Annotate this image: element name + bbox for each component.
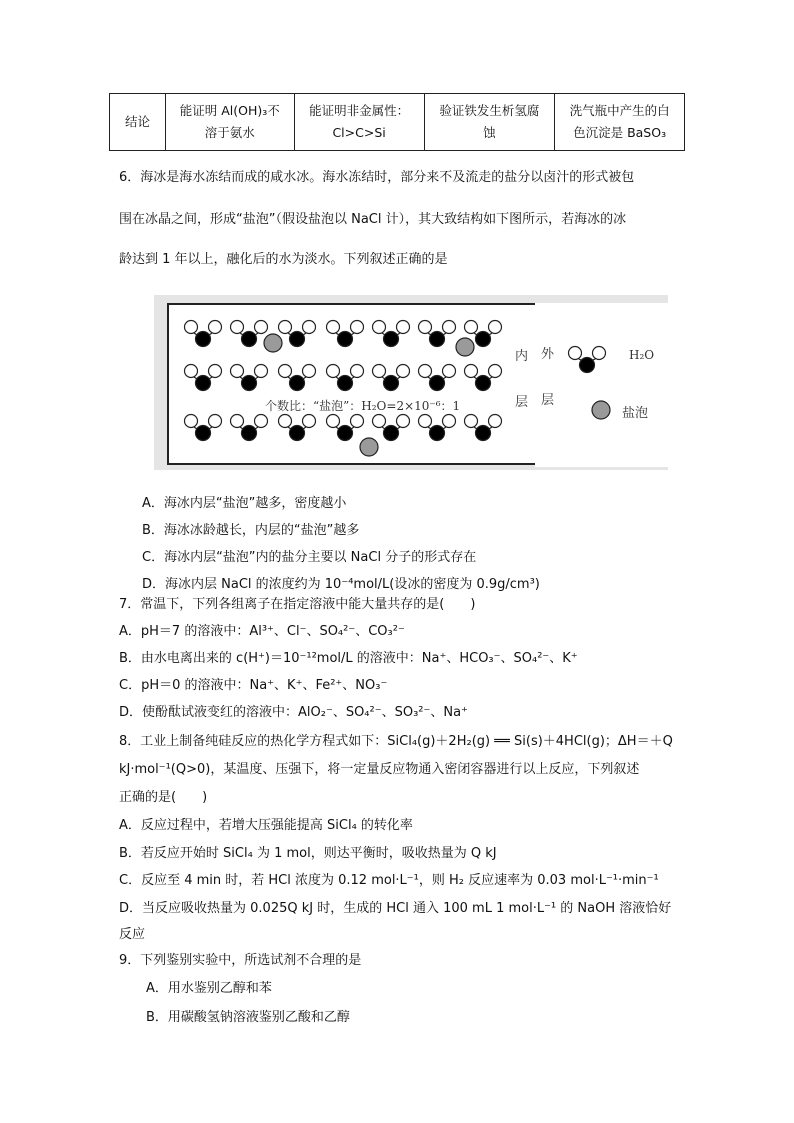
table-cell: 能证明 Al(OH)₃不 溶于氨水 (165, 94, 294, 151)
hydrogen-atom (373, 415, 386, 428)
table-row-label: 结论 (110, 94, 166, 151)
oxygen-atom (196, 376, 211, 391)
q7-option-a: A．pH＝7 的溶液中：Al³⁺、Cl⁻、SO₄²⁻、CO₃²⁻ (119, 624, 405, 639)
molecule-field (169, 305, 535, 463)
oxygen-atom (384, 332, 399, 347)
oxygen-atom (338, 426, 353, 441)
hydrogen-atom (373, 321, 386, 334)
hydrogen-atom (351, 365, 364, 378)
oxygen-atom (338, 332, 353, 347)
hydrogen-atom (397, 365, 410, 378)
q8-option-a: A．反应过程中，若增大压强能提高 SiCl₄ 的转化率 (119, 818, 413, 833)
hydrogen-atom (209, 321, 222, 334)
q7-option-d: D．使酚酞试液变红的溶液中：AlO₂⁻、SO₄²⁻、SO₃²⁻、Na⁺ (119, 705, 468, 720)
hydrogen-atom (351, 415, 364, 428)
inner-layer-label: 层 (515, 395, 529, 410)
hydrogen-atom (303, 365, 316, 378)
oxygen-atom (430, 332, 445, 347)
q7-option-c: C．pH＝0 的溶液中：Na⁺、K⁺、Fe²⁺、NO₃⁻ (119, 678, 388, 693)
hydrogen-atom (489, 415, 502, 428)
hydrogen-atom (419, 415, 432, 428)
q9-option-b: B．用碳酸氢钠溶液鉴别乙酸和乙醇 (146, 1010, 350, 1025)
hydrogen-atom (397, 415, 410, 428)
hydrogen-atom (231, 321, 244, 334)
q7-option-b: B．由水电离出来的 c(H⁺)＝10⁻¹²mol/L 的溶液中：Na⁺、HCO₃⁻、SO₄²⁻、K⁺ (119, 651, 578, 666)
hydrogen-atom (185, 321, 198, 334)
hydrogen-atom (303, 415, 316, 428)
q6-stem-line: 龄达到 1 年以上，融化后的水为淡水。下列叙述正确的是 (119, 252, 448, 267)
hydrogen-atom (489, 365, 502, 378)
salt-bubble (456, 338, 474, 356)
q6-option-b: B．海冰冰龄越长，内层的“盐泡”越多 (142, 523, 360, 538)
hydrogen-atom (351, 321, 364, 334)
q6-stem-line: 围在冰晶之间，形成“盐泡”（假设盐泡以 NaCl 计），其大致结构如下图所示，若海冰的冰 (119, 212, 627, 227)
hydrogen-atom (397, 321, 410, 334)
hydrogen-atom (209, 415, 222, 428)
oxygen-atom (430, 426, 445, 441)
oxygen-atom (430, 376, 445, 391)
q8-option-d-continued: 反应 (119, 927, 146, 942)
q8-stem-line: kJ·mol⁻¹(Q>0)，某温度、压强下，将一定量反应物通入密闭容器进行以上反应，下列叙述 (119, 762, 640, 777)
q8-option-d: D．当反应吸收热量为 0.025Q kJ 时，生成的 HCl 通入 100 mL 1 mol·L⁻¹ 的 NaOH 溶液恰好 (119, 901, 672, 916)
oxygen-atom (476, 332, 491, 347)
hydrogen-atom (327, 321, 340, 334)
hydrogen-atom (185, 415, 198, 428)
hydrogen-atom (569, 347, 582, 360)
hydrogen-atom (443, 365, 456, 378)
oxygen-atom (580, 358, 595, 373)
oxygen-atom (476, 376, 491, 391)
oxygen-atom (384, 376, 399, 391)
legend-salt-label: 盐泡 (622, 406, 649, 421)
hydrogen-atom (593, 347, 606, 360)
salt-bubble-legend-icon (592, 401, 610, 419)
hydrogen-atom (255, 415, 268, 428)
q6-stem-line: 6．海冰是海水冻结而成的咸水冰。海水冻结时，部分来不及流走的盐分以卤汁的形式被包 (119, 170, 635, 185)
hydrogen-atom (419, 365, 432, 378)
hydrogen-atom (465, 415, 478, 428)
q9-stem: 9．下列鉴别实验中，所选试剂不合理的是 (119, 953, 362, 968)
hydrogen-atom (231, 365, 244, 378)
q8-stem-line: 8．工业上制备纯硅反应的热化学方程式如下：SiCl₄(g)＋2H₂(g) ══ Si(s)＋4HCl(g)；ΔH＝＋Q (119, 734, 673, 749)
hydrogen-atom (209, 365, 222, 378)
q6-option-c: C．海冰内层“盐泡”内的盐分主要以 NaCl 分子的形式存在 (142, 550, 477, 565)
hydrogen-atom (255, 321, 268, 334)
hydrogen-atom (465, 365, 478, 378)
table-row (110, 94, 685, 151)
hydrogen-atom (373, 365, 386, 378)
table-cell: 验证铁发生析氢腐 蚀 (424, 94, 555, 151)
oxygen-atom (242, 376, 257, 391)
oxygen-atom (196, 426, 211, 441)
oxygen-atom (242, 426, 257, 441)
hydrogen-atom (303, 321, 316, 334)
ice-structure-panel (167, 303, 537, 465)
ratio-text: 个数比：“盐泡”：H₂O=2×10⁻⁶：1 (265, 399, 461, 413)
hydrogen-atom (419, 321, 432, 334)
conclusion-table (109, 93, 685, 151)
hydrogen-atom (327, 365, 340, 378)
oxygen-atom (384, 426, 399, 441)
legend-graphics (535, 303, 668, 467)
oxygen-atom (476, 426, 491, 441)
oxygen-atom (290, 426, 305, 441)
outer-layer-label: 外 (541, 347, 555, 362)
legend-water-label: H₂O (629, 348, 655, 362)
oxygen-atom (196, 332, 211, 347)
q8-option-b: B．若反应开始时 SiCl₄ 为 1 mol，则达平衡时，吸收热量为 Q kJ (119, 846, 497, 861)
hydrogen-atom (465, 321, 478, 334)
oxygen-atom (290, 376, 305, 391)
hydrogen-atom (185, 365, 198, 378)
hydrogen-atom (489, 321, 502, 334)
salt-bubble (264, 334, 282, 352)
oxygen-atom (290, 332, 305, 347)
q7-stem: 7．常温下，下列各组离子在指定溶液中能大量共存的是( ) (119, 597, 476, 612)
q8-option-c: C．反应至 4 min 时，若 HCl 浓度为 0.12 mol·L⁻¹，则 H₂ 反应速率为 0.03 mol·L⁻¹·min⁻¹ (119, 873, 659, 888)
q8-stem-line: 正确的是( ) (119, 790, 208, 805)
table-cell: 洗气瓶中产生的白 色沉淀是 BaSO₃ (555, 94, 685, 151)
salt-bubble-figure (154, 295, 668, 470)
oxygen-atom (242, 332, 257, 347)
hydrogen-atom (443, 321, 456, 334)
inner-layer-label: 内 (515, 349, 529, 364)
q6-option-d: D．海冰内层 NaCl 的浓度约为 10⁻⁴mol/L(设冰的密度为 0.9g/cm³) (142, 577, 540, 592)
outer-layer-panel (535, 303, 668, 467)
hydrogen-atom (279, 365, 292, 378)
outer-layer-label: 层 (541, 393, 555, 408)
hydrogen-atom (279, 321, 292, 334)
oxygen-atom (338, 376, 353, 391)
hydrogen-atom (231, 415, 244, 428)
salt-bubble (360, 438, 378, 456)
hydrogen-atom (255, 365, 268, 378)
hydrogen-atom (443, 415, 456, 428)
q9-option-a: A．用水鉴别乙醇和苯 (146, 981, 272, 996)
hydrogen-atom (279, 415, 292, 428)
hydrogen-atom (327, 415, 340, 428)
table-cell: 能证明非金属性： Cl>C>Si (294, 94, 424, 151)
q6-option-a: A．海冰内层“盐泡”越多，密度越小 (142, 496, 347, 511)
